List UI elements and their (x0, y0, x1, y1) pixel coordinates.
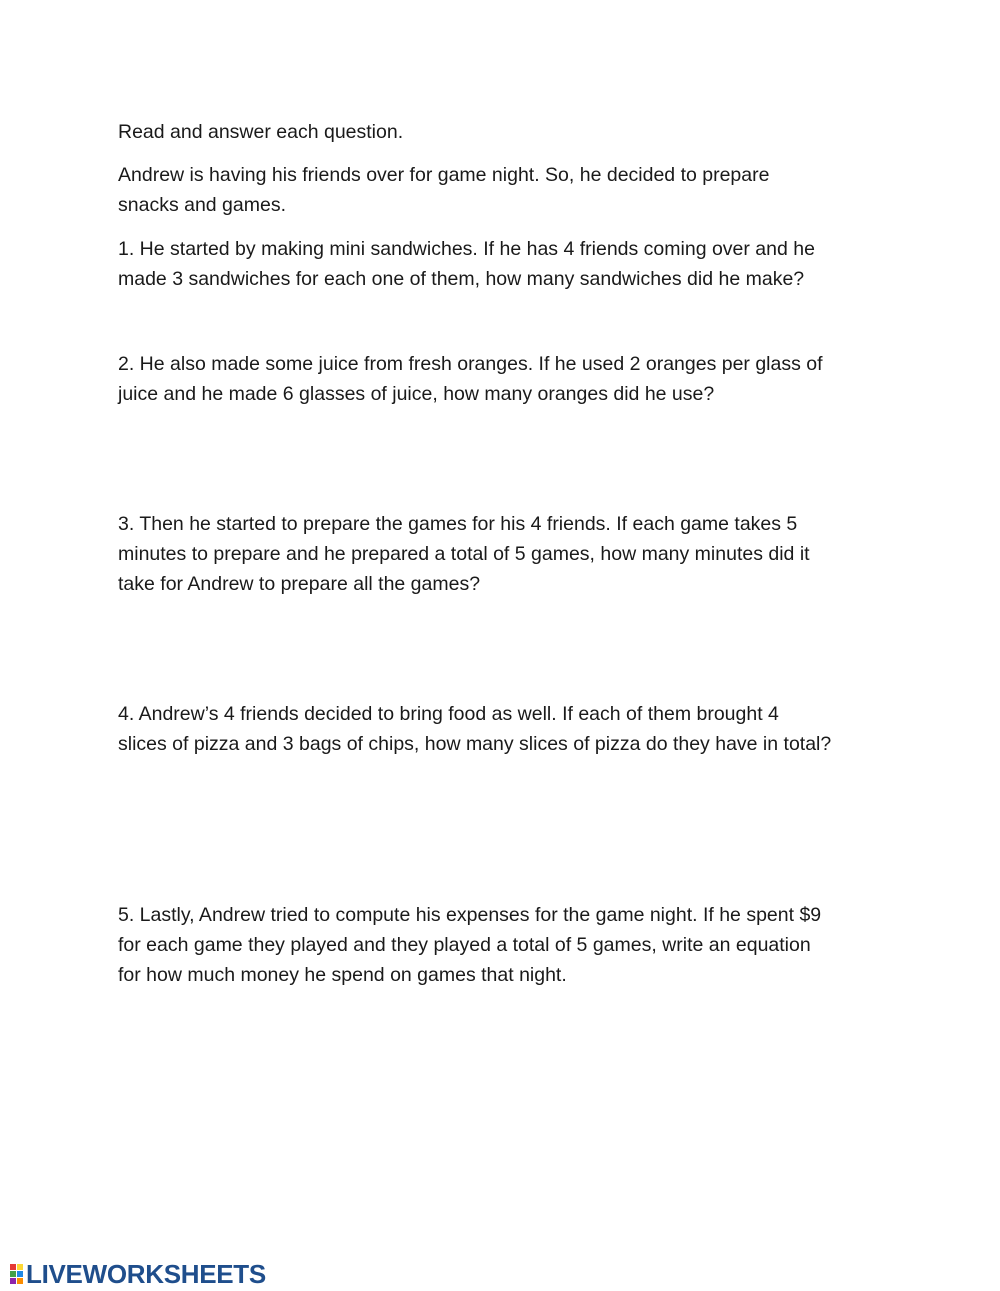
logo-block (10, 1278, 16, 1284)
question-2: 2. He also made some juice from fresh oranges. If he used 2 oranges per glass of juice and he made 6 glasses of juice, how many oranges did he use? (118, 353, 823, 405)
liveworksheets-logo (10, 1260, 266, 1288)
logo-block (17, 1278, 23, 1284)
logo-block (17, 1271, 23, 1277)
instruction-text: Read and answer each question. (118, 121, 404, 143)
question-3: 3. Then he started to prepare the games for his 4 friends. If each game takes 5 minutes to prepare and he prepared a total of 5 games, how many minutes did it take for Andrew to prepare all the games? (118, 513, 810, 595)
logo-block (10, 1264, 16, 1270)
question-4: 4. Andrew’s 4 friends decided to bring food as well. If each of them brought 4 slices of pizza and 3 bags of chips, how many slices of pizza do they have in total? (118, 703, 832, 755)
question-5: 5. Lastly, Andrew tried to compute his expenses for the game night. If he spent $9 for each game they played and they played a total of 5 games, write an equation for how much money he spend on games that night. (118, 904, 822, 986)
logo-block (17, 1264, 23, 1270)
question-1: 1. He started by making mini sandwiches. If he has 4 friends coming over and he made 3 sandwiches for each one of them, how many sandwiches did he make? (118, 238, 815, 290)
logo-text: LIVEWORKSHEETS (26, 1258, 266, 1289)
logo-mark-icon (10, 1264, 23, 1284)
intro-paragraph: Andrew is having his friends over for game night. So, he decided to prepare snacks and games. (118, 164, 770, 216)
logo-block (10, 1271, 16, 1277)
